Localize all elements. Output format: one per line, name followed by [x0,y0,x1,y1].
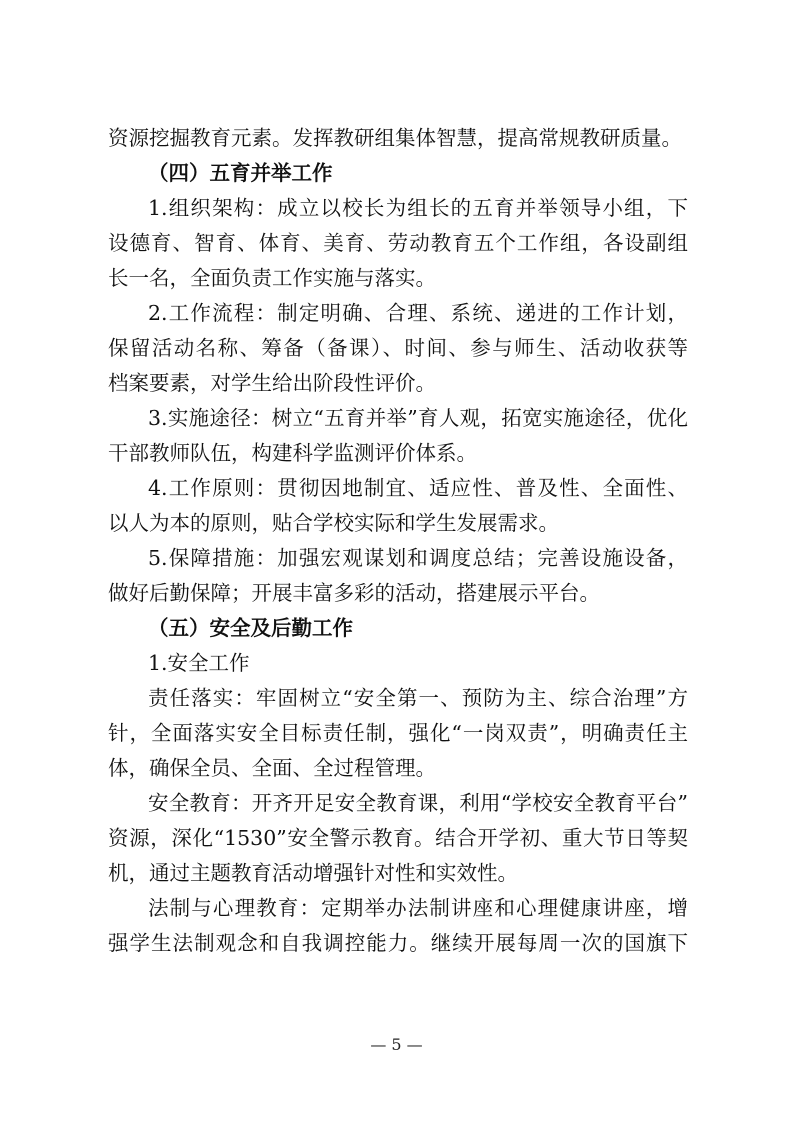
paragraph-line: 机，通过主题教育活动增强针对性和实效性。 [108,861,518,885]
paragraph-line: 设德育、智育、体育、美育、劳动教育五个工作组，各设副组 [108,231,688,255]
paragraph-line: 保留活动名称、筹备（备课）、时间、参与师生、活动收获等 [108,336,688,360]
paragraph-line: 以人为本的原则，贴合学校实际和学生发展需求。 [108,511,559,535]
page-number: — 5 — [370,1035,423,1054]
paragraph-line: 安全教育：开齐开足安全教育课，利用“学校安全教育平台” [148,791,688,815]
paragraph-line: 针，全面落实安全目标责任制，强化“一岗双责”，明确责任主 [108,721,688,745]
paragraph-line: 责任落实：牢固树立“安全第一、预防为主、综合治理”方 [148,686,688,710]
paragraph-line: 档案要素，对学生给出阶段性评价。 [108,371,436,395]
paragraph-line: 强学生法制观念和自我调控能力。继续开展每周一次的国旗下 [108,931,688,955]
section-heading: （五）安全及后勤工作 [148,616,353,640]
paragraph-line: 2.工作流程：制定明确、合理、系统、递进的工作计划， [148,301,688,325]
paragraph-line: 做好后勤保障；开展丰富多彩的活动，搭建展示平台。 [108,581,600,605]
paragraph-line: 1.组织架构：成立以校长为组长的五育并举领导小组，下 [148,196,688,220]
paragraph-line: 3.实施途径：树立“五育并举”育人观，拓宽实施途径，优化 [148,406,688,430]
paragraph-line: 体，确保全员、全面、全过程管理。 [108,756,436,780]
paragraph-line: 4.工作原则：贯彻因地制宜、适应性、普及性、全面性、 [148,476,688,500]
section-heading: （四）五育并举工作 [148,161,333,185]
paragraph-line: 长一名，全面负责工作实施与落实。 [108,266,436,290]
paragraph-line: 5.保障措施：加强宏观谋划和调度总结；完善设施设备， [148,546,688,570]
subsection-heading: 1.安全工作 [148,651,250,675]
paragraph-line: 资源挖掘教育元素。发挥教研组集体智慧，提高常规教研质量。 [108,126,682,150]
paragraph-line: 资源，深化“1530”安全警示教育。结合开学初、重大节日等契 [108,826,688,850]
paragraph-line: 干部教师队伍，构建科学监测评价体系。 [108,441,477,465]
paragraph-line: 法制与心理教育：定期举办法制讲座和心理健康讲座，增 [148,896,688,920]
